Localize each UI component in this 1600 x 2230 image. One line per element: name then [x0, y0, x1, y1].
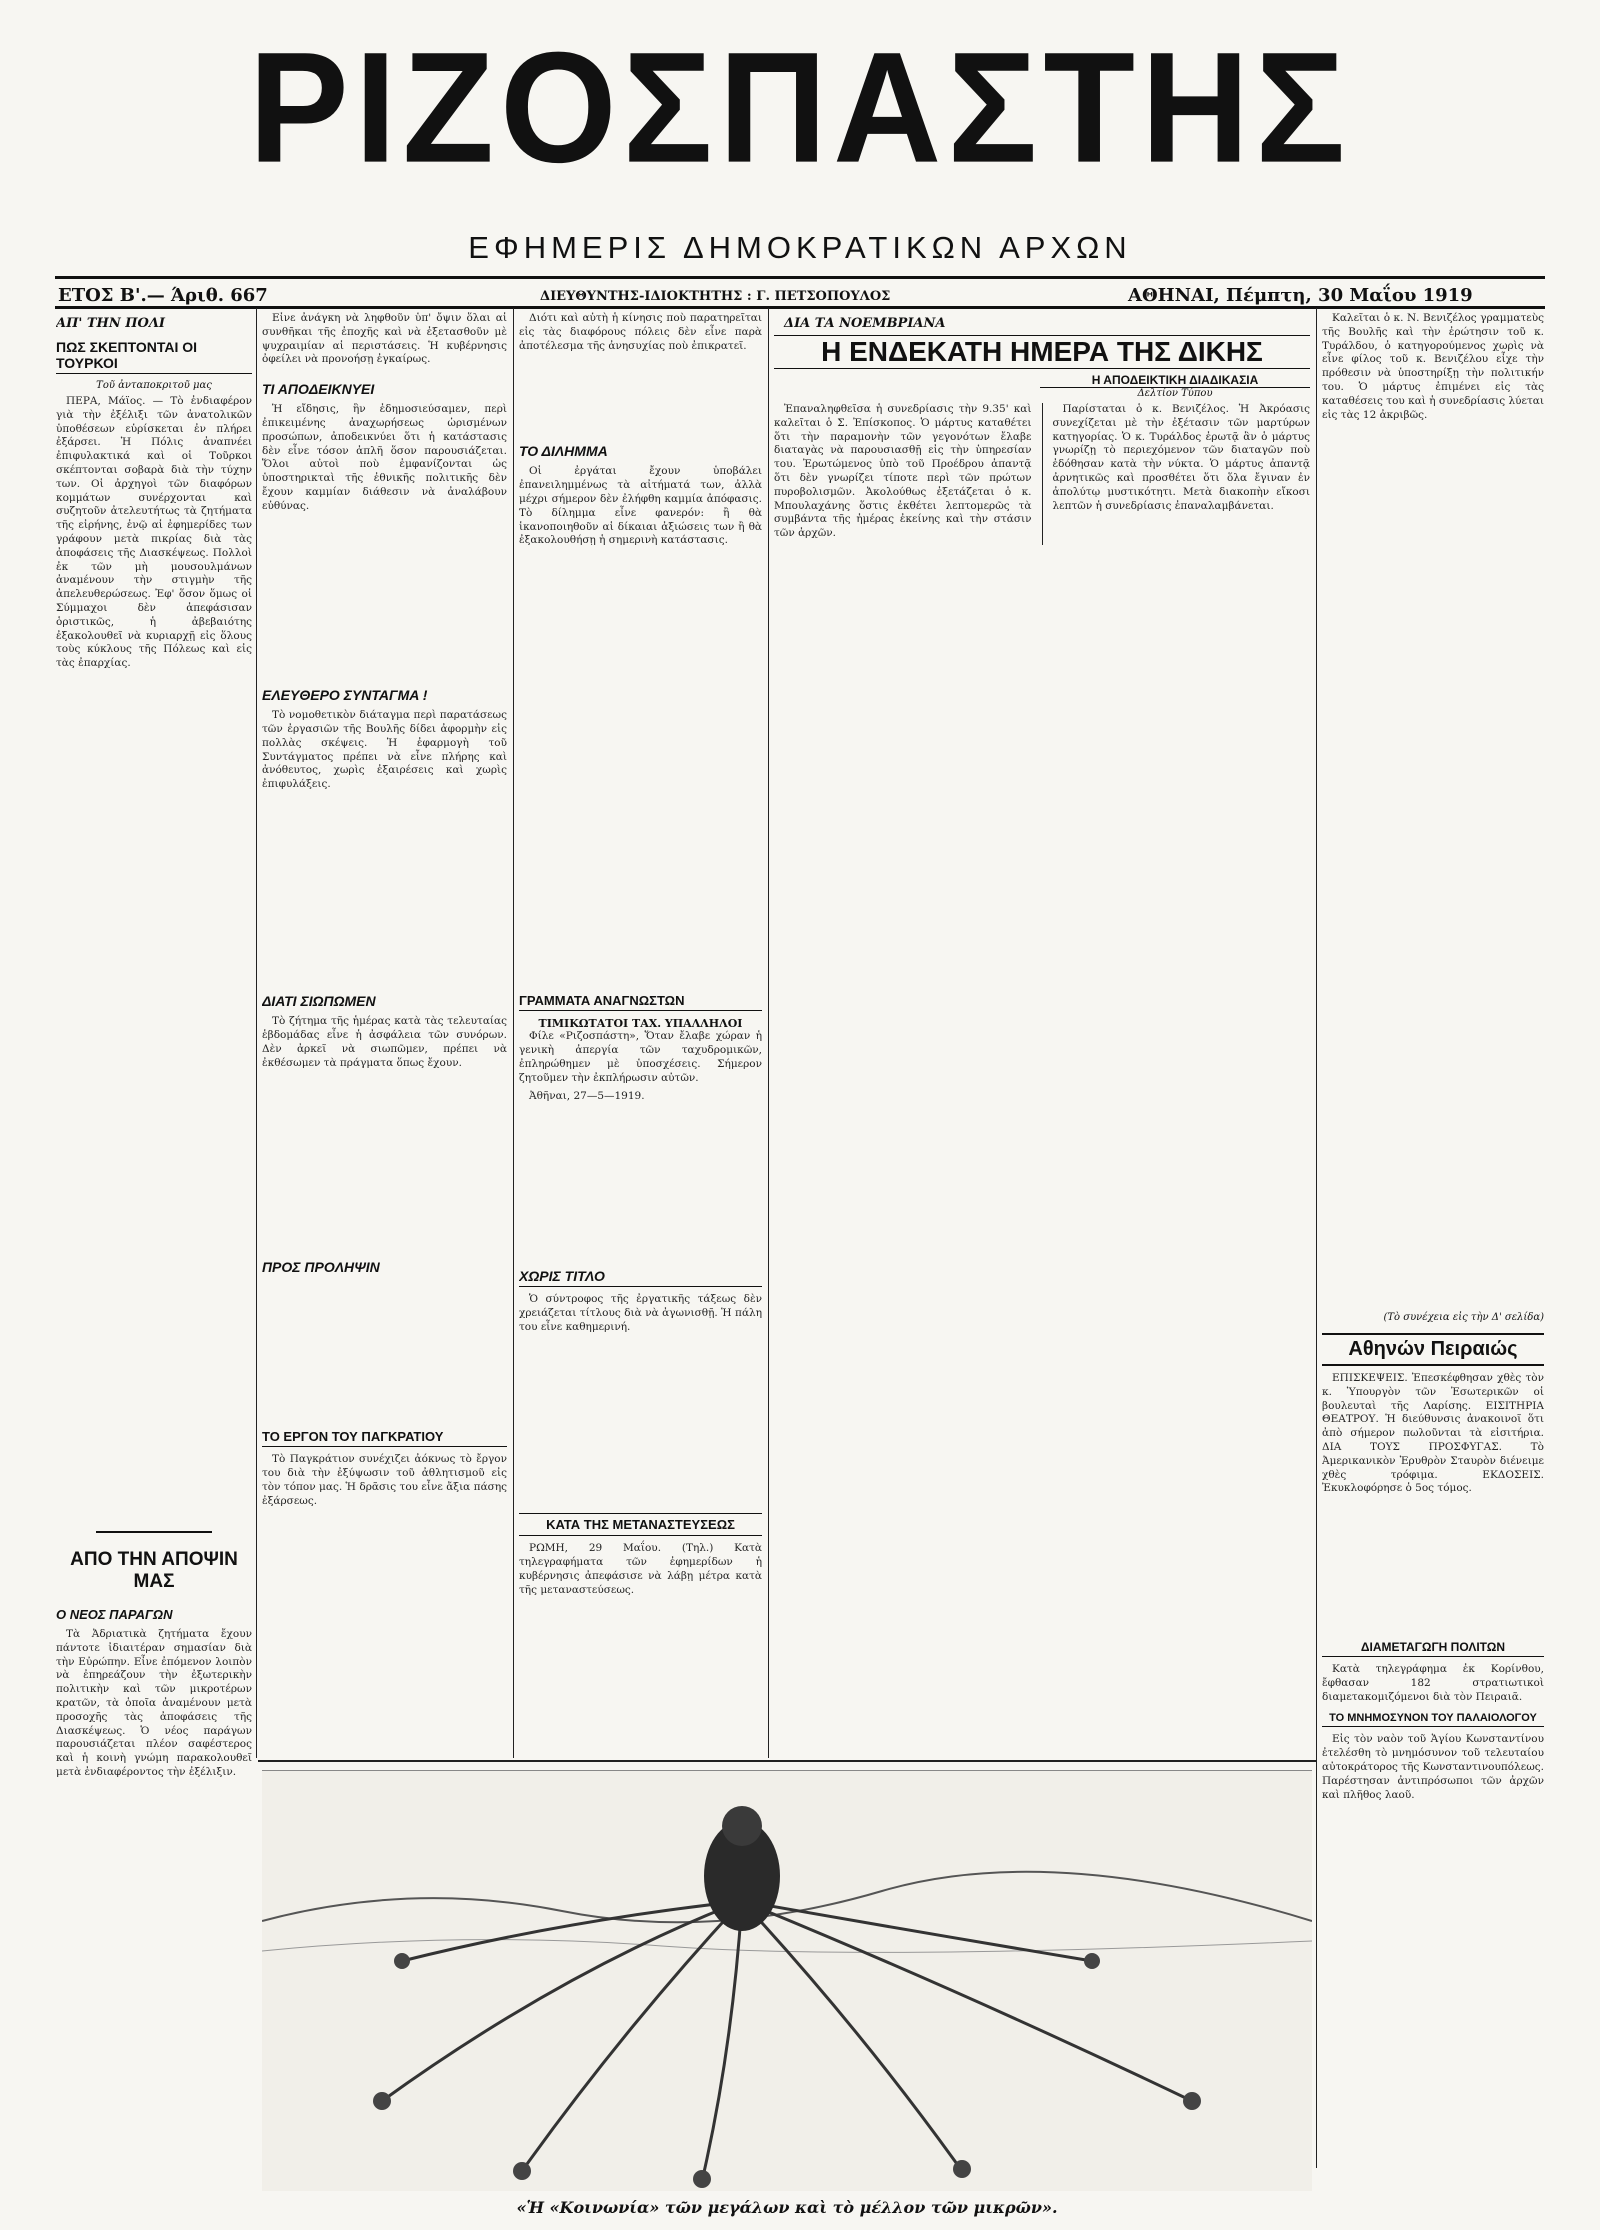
newspaper-subtitle: ΕΦΗΜΕΡΙΣ ΔΗΜΟΚΡΑΤΙΚΩΝ ΑΡΧΩΝ: [468, 230, 1132, 265]
feature-left-text: Ἐπαναληφθεῖσα ἡ συνεδρίασις τὴν 9.35' καὶ καλεῖται ὁ Σ. Ἐπίσκοπος. Ὁ μάρτυς καταθέτει ὅτι τὴν παραμονὴν τῶν γεγονότων ἔλαβε διαταγὰς νὰ παρουσιασθῇ εἰς τὴν ὑπηρεσίαν του. Ἐρωτώμενος ὑπὸ τοῦ Προέδρου ἀπαντᾷ ὅτι δὲν γνωρίζει τίποτε περὶ τῶν πρώτων πυροβολισμῶν. Ἀκολούθως ἐξετάζεται ὁ κ. Μπουλαχάνης ὅστις ἐκθέτει λεπτομερῶς τὰ συμβάντα τῆς ἡμέρας ἐκείνης καὶ τὴν στάσιν τῶν ἀρχῶν.: [774, 403, 1032, 540]
cartoon-rule: [258, 1760, 1316, 1762]
column-rule: [256, 308, 257, 1758]
col2-s3-head: ΔΙΑΤΙ ΣΙΩΠΩΜΕΝ: [262, 993, 376, 1010]
col3-s4-text: ΡΩΜΗ, 29 Μαΐου. (Τηλ.) Κατὰ τηλεγραφήματα τῶν ἐφημερίδων ἡ κυβέρνησις ἀπεφάσισε νὰ λάβῃ μέτρα κατὰ τῆς μεταναστεύσεως.: [519, 1542, 762, 1596]
feature-subhead: Η ΑΠΟΔΕΙΚΤΙΚΗ ΔΙΑΔΙΚΑΣΙΑ: [1040, 373, 1310, 388]
col3-s2-text: Φίλε «Ριζοσπάστη», Ὅταν ἔλαβε χώραν ἡ γενικὴ ἀπεργία τῶν ταχυδρομικῶν, ἐπληρώθημεν μὲ ὑποσχέσεις. Σήμερον ζητοῦμεν τὴν ἐκπλήρωσιν αὐτῶν.: [519, 1030, 762, 1084]
feature-article: [774, 312, 1310, 1752]
cartoon-caption: «Ἡ «Κοινωνία» τῶν μεγάλων καὶ τὸ μέλλον τῶν μικρῶν».: [516, 2198, 1058, 2217]
col2-s3-body: [262, 1015, 507, 1245]
col1-headline: ΠΩΣ ΣΚΕΠΤΟΝΤΑΙ ΟΙ ΤΟΥΡΚΟΙ: [56, 337, 252, 374]
col1-section-subhead: Ο ΝΕΟΣ ΠΑΡΑΓΩΝ: [56, 1607, 173, 1622]
col1-kicker: ΑΠ' ΤΗΝ ΠΟΛΙ: [56, 316, 166, 331]
col3-s1-body: [519, 465, 762, 985]
director-line: ΔΙΕΥΘΥΝΤΗΣ-ΙΔΙΟΚΤΗΤΗΣ : Γ. ΠΕΤΣΟΠΟΥΛΟΣ: [540, 289, 891, 304]
feature-column-rule: [1042, 403, 1043, 545]
newspaper-title: ΡΙΖΟΣΠΑΣΤΗΣ: [248, 18, 1352, 196]
col3-s2-subhead: ΤΙΜΙΚΩΤΑΤΟΙ ΤΑΧ. ΥΠΑΛΛΗΛΟΙ: [538, 1017, 743, 1031]
column-rule: [768, 308, 769, 1758]
col6-box-head: Αθηνών Πειραιώς: [1322, 1333, 1544, 1366]
col1-divider: [96, 1531, 212, 1533]
col2-s1-head: ΤΙ ΑΠΟΔΕΙΚΝΥΕΙ: [262, 381, 375, 398]
col6-box-body: [1322, 1372, 1544, 1632]
col2-s5-text: Τὸ Παγκράτιον συνέχιζει ἀόκνως τὸ ἔργον του διὰ τὴν ἐξύψωσιν τοῦ ἀθλητισμοῦ εἰς τὸν τόπον μας. Ἡ δρᾶσις του εἶνε ἄξια πάσης ἐξάρσεως.: [262, 1453, 507, 1507]
cartoon-head: [722, 1806, 762, 1846]
col2-s4-head: ΠΡΟΣ ΠΡΟΛΗΨΙΝ: [262, 1259, 380, 1276]
col3-s2-body: [519, 1030, 762, 1260]
col3-s3-head: ΧΩΡΙΣ ΤΙΤΛΟ: [519, 1266, 762, 1287]
column-2: [262, 312, 507, 1752]
col6-s2-text: Κατὰ τηλεγράφημα ἐκ Κορίνθου, ἔφθασαν 182 στρατιωτικοὶ διαμετακομιζόμενοι διὰ τὸν Πειραιᾶ.: [1322, 1663, 1544, 1703]
col2-s1-text: Ἡ εἴδησις, ἣν ἐδημοσιεύσαμεν, περὶ ἐπικειμένης ἀναχωρήσεως ὡρισμένων προσώπων, ἀποδεικνύει ὅτι ἡ κατάστασις δὲν εἶνε τόσον ἀπλῆ ὅσον παρουσιάζεται. Ὅλοι αὐτοὶ ποὺ ἐμφανίζονται ὡς ὑποστηρικταὶ τῆς ἐθνικῆς πολιτικῆς δὲν ἔχουν καμμίαν διάθεσιν νὰ ἀναλάβουν εὐθύνας.: [262, 403, 507, 512]
feature-subhead-row: [774, 373, 1310, 403]
feature-columns: [774, 403, 1310, 545]
col6-s3-body: [1322, 1733, 1544, 1802]
col3-s1-head: ΤΟ ΔΙΛΗΜΜΑ: [519, 443, 608, 460]
col2-s5-body: [262, 1453, 507, 1508]
cartoon-drawing: [262, 1771, 1312, 2191]
col6-box-text: ΕΠΙΣΚΕΨΕΙΣ. Ἐπεσκέφθησαν χθὲς τὸν κ. Ὑπουργὸν τῶν Ἐσωτερικῶν οἱ βουλευταὶ τῆς Λαρίσης. ΕΙΣΙΤΗΡΙΑ ΘΕΑΤΡΟΥ. Ἡ διεύθυνσις ἀνακοινοῖ ὅτι ἀπὸ σήμερον πωλοῦνται τὰ εἰσιτήρια. ΔΙΑ ΤΟΥΣ ΠΡΟΣΦΥΓΑΣ. Τὸ Ἀμερικανικὸν Ἐρυθρὸν Σταυρὸν διένειμε χθὲς τρόφιμα. ΕΚΔΟΣΕΙΣ. Ἐκυκλοφόρησε ὁ 5ος τόμος.: [1322, 1372, 1544, 1495]
column-rule: [513, 308, 514, 1758]
cartoon-tentacles: [382, 1901, 1192, 2181]
col2-s2-text: Τὸ νομοθετικὸν διάταγμα περὶ παρατάσεως τῶν ἐργασιῶν τῆς Βουλῆς δίδει ἀφορμὴν εἰς πολλὰς σκέψεις. Ἡ ἐφαρμογὴ τοῦ Συντάγματος πρέπει νὰ εἶνε πλήρης καὶ ἀνόθευτος, χωρὶς ἐξαιρέσεις καὶ χωρὶς ἐπιφυλάξεις.: [262, 709, 507, 791]
col2-spacer: [262, 1281, 507, 1421]
dateline: ΑΘΗΝΑΙ, Πέμπτη, 30 Μαΐου 1919: [1128, 285, 1473, 306]
column-6: [1322, 312, 1544, 2212]
feature-kicker: ΔΙΑ ΤΑ ΝΟΕΜΒΡΙΑΝΑ: [784, 316, 946, 331]
col1-article-body: [56, 395, 252, 1515]
feature-right-column: [1053, 403, 1311, 545]
col6-text: Καλεῖται ὁ κ. Ν. Βενιζέλος γραμματεὺς τῆς Βουλῆς καὶ τὴν ἐρώτησιν τοῦ κ. Τυράλδου, ὁ κατηγορούμενος χωρὶς νὰ εἶνε φίλος τοῦ κ. Βενιζέλου εἶχε τὴν πρόθεσιν νὰ ὑποστηρίξῃ τὴν πολιτικήν του. Ὁ μάρτυς ἐπιμένει εἰς τὰς καταθέσεις του καὶ ἡ συνεδρίασις λύεται εἰς τὰς 12 ἀκριβῶς.: [1322, 312, 1544, 421]
column-3: [519, 312, 762, 1752]
cartoon-horizon: [262, 1872, 1312, 1922]
feature-headline: Η ΕΝΔΕΚΑΤΗ ΗΜΕΡΑ ΤΗΣ ΔΙΚΗΣ: [774, 335, 1310, 369]
col2-lead: [262, 312, 507, 367]
issue-number: ΕΤΟΣ Β'.— Άριθ. 667: [58, 285, 268, 306]
col2-s5-head: ΤΟ ΕΡΓΟΝ ΤΟΥ ΠΑΓΚΡΑΤΙΟΥ: [262, 1427, 507, 1447]
feature-left-column: [774, 403, 1032, 545]
col6-s3-head: ΤΟ ΜΝΗΜΟΣΥΝΟΝ ΤΟΥ ΠΑΛΑΙΟΛΟΓΟΥ: [1322, 1710, 1544, 1727]
col2-s2-head: ΕΛΕΥΘΕΡΟ ΣΥΝΤΑΓΜΑ !: [262, 687, 428, 704]
col3-s1-text: Οἱ ἐργάται ἔχουν ὑποβάλει ἐπανειλημμένως τὰ αἰτήματά των, ἀλλὰ μέχρι σήμερον δὲν ἐλήφθη καμμία ἀπόφασις. Τὸ δίλημμα εἶνε φανερόν: ἢ θὰ ἱκανοποιηθοῦν αἱ δίκαιαι ἀξιώσεις των ἢ θὰ ἐξακολουθήσῃ ἡ σημερινὴ κατάστασις.: [519, 465, 762, 547]
col3-s2-head: ΓΡΑΜΜΑΤΑ ΑΝΑΓΝΩΣΤΩΝ: [519, 991, 762, 1011]
political-cartoon: [262, 1770, 1312, 2191]
col2-s3-text: Τὸ ζήτημα τῆς ἡμέρας κατὰ τὰς τελευταίας ἑβδομάδας εἶνε ἡ ἀσφάλεια τῶν συνόρων. Δὲν ἀρκεῖ νὰ σιωπῶμεν, πρέπει νὰ ἐκθέσωμεν τὰ πράγματα ὅπως ἔχουν.: [262, 1015, 507, 1069]
col2-lead-text: Εἶνε ἀνάγκη νὰ ληφθοῦν ὑπ' ὄψιν ὅλαι αἱ συνθῆκαι τῆς ἐποχῆς καὶ νὰ ἐξετασθοῦν μὲ ψυχραιμίαν αἱ περιστάσεις. Ἡ κυβέρνησις ὀφείλει νὰ προνοήσῃ ἐγκαίρως.: [262, 312, 507, 366]
col1-section-head: ΑΠΟ ΤΗΝ ΑΠΟΨΙΝ ΜΑΣ: [70, 1549, 238, 1592]
col6-body: [1322, 312, 1544, 1312]
col1-section-text: Τὰ Ἀδριατικὰ ζητήματα ἔχουν πάντοτε ἰδιαιτέραν σημασίαν διὰ τὴν Εὐρώπην. Εἶνε ἐπόμενον λοιπὸν νὰ ἐπηρεάζουν τὴν ἐξωτερικὴν πολιτικὴν καὶ τῶν μικροτέρων κρατῶν, τὰ ὁποῖα ἀναμένουν μετὰ προσοχῆς τὰς ἀποφάσεις τῆς Διασκέψεως. Ὁ νέος παράγων παρουσιάζεται πλέον σαφέστερος καὶ ἡ κοινὴ γνώμη παρακολουθεῖ μετὰ ἐνδιαφέροντος τὴν ἐξέλιξιν.: [56, 1628, 252, 1778]
col1-section-body: [56, 1628, 252, 1780]
feature-subhead-block: [1040, 373, 1310, 403]
col2-s1-body: [262, 403, 507, 673]
col3-s3-body: [519, 1293, 762, 1503]
col3-s4-head: ΚΑΤΑ ΤΗΣ ΜΕΤΑΝΑΣΤΕΥΣΕΩΣ: [519, 1513, 762, 1536]
col6-s2-body: [1322, 1663, 1544, 1704]
info-rule: [55, 306, 1545, 309]
col1-body-text: ΠΕΡΑ, Μάϊος. — Τὸ ἐνδιαφέρον γιὰ τὴν ἐξέλιξι τῶν ἀνατολικῶν ὑποθέσεων εὑρίσκεται ἐν πλήρει ἐξάρσει. Ἡ Πόλις ἀναπνέει ἐπιφυλακτικά καὶ οἱ Τοῦρκοι σκέπτονται σοβαρὰ διὰ τὴν τύχην των. Οἱ ἀρχηγοὶ τῶν διαφόρων κομμάτων συνέρχονται καὶ συζητοῦν ἀτελευτήτως τὰ ζητήματα τῆς εἰρήνης, ἐνῷ αἱ ἐφημερίδες των γράφουν μετὰ πικρίας διὰ τὰς ἀποφάσεις τῆς Διασκέψεως. Πολλοὶ ἐκ τῶν μὴ μουσουλμάνων ἀναμένουν τὴν στιγμὴν τῆς ἀπελευθερώσεως. Ἐφ' ὅσον ὅμως οἱ Σύμμαχοι δὲν ἀπεφάσισαν ὁριστικῶς, ἡ ἀβεβαιότης ἐξακολουθεῖ νὰ κυριαρχῇ εἰς ὅλους τοὺς κύκλους τῆς Πόλεως καὶ εἰς τὰς ἐπαρχίας.: [56, 395, 252, 670]
col3-s3-text: Ὁ σύντροφος τῆς ἐργατικῆς τάξεως δὲν χρειάζεται τίτλους διὰ νὰ ἀγωνισθῇ. Ἡ πάλη του εἶνε καθημερινή.: [519, 1293, 762, 1333]
feature-source: Δελτίον Τύπου: [1137, 388, 1213, 399]
cartoon-small-figures: [373, 1953, 1201, 2188]
col3-lead: [519, 312, 762, 353]
col6-end-note: (Τὸ συνέχεια εἰς τὴν Δ' σελίδα): [1383, 1312, 1544, 1323]
col3-lead-text: Διότι καὶ αὐτὴ ἡ κίνησις ποὺ παρατηρεῖται εἰς τὰς διαφόρους πόλεις δὲν εἶνε παρὰ ἀποτέλεσμα τῆς ἀνησυχίας ποὺ ἐπικρατεῖ.: [519, 312, 762, 352]
column-1: [56, 312, 252, 2212]
col1-byline: Τοῦ ἀνταποκριτοῦ μας: [96, 380, 212, 391]
col6-s2-head: ΔΙΑΜΕΤΑΓΩΓΗ ΠΟΛΙΤΩΝ: [1322, 1638, 1544, 1657]
top-rule: [55, 276, 1545, 279]
feature-right-text: Παρίσταται ὁ κ. Βενιζέλος. Ἡ Ἀκρόασις συνεχίζεται μὲ τὴν ἐξέτασιν τῶν μαρτύρων κατηγορίας. Ὁ κ. Τυράλδος ἐρωτᾷ ἂν ὁ μάρτυς γνωρίζῃ τὸ περιεχόμενον τῶν διαταγῶν ποὺ ἐδόθησαν κατὰ τὴν νύκτα. Ὁ μάρτυς ἀπαντᾷ ἀρνητικῶς καὶ προσθέτει ὅτι ὅλα ἔγιναν ἐν ἀπολύτῳ μυστικότητι. Μετὰ διακοπὴν εἴκοσι λεπτῶν ἡ συνεδρίασις ἐπαναλαμβάνεται.: [1052, 403, 1310, 512]
col6-s3-text: Εἰς τὸν ναὸν τοῦ Ἁγίου Κωνσταντίνου ἐτελέσθη τὸ μνημόσυνον τοῦ τελευταίου αὐτοκράτορος τῆς Κωνσταντινουπόλεως. Παρέστησαν ἀντιπρόσωποι τῶν ἀρχῶν καὶ πλῆθος λαοῦ.: [1322, 1733, 1544, 1801]
col3-s4-body: [519, 1542, 762, 1597]
column-rule: [1316, 308, 1317, 2168]
col2-s2-body: [262, 709, 507, 979]
col3-s2-sign: Ἀθῆναι, 27—5—1919.: [529, 1089, 645, 1102]
